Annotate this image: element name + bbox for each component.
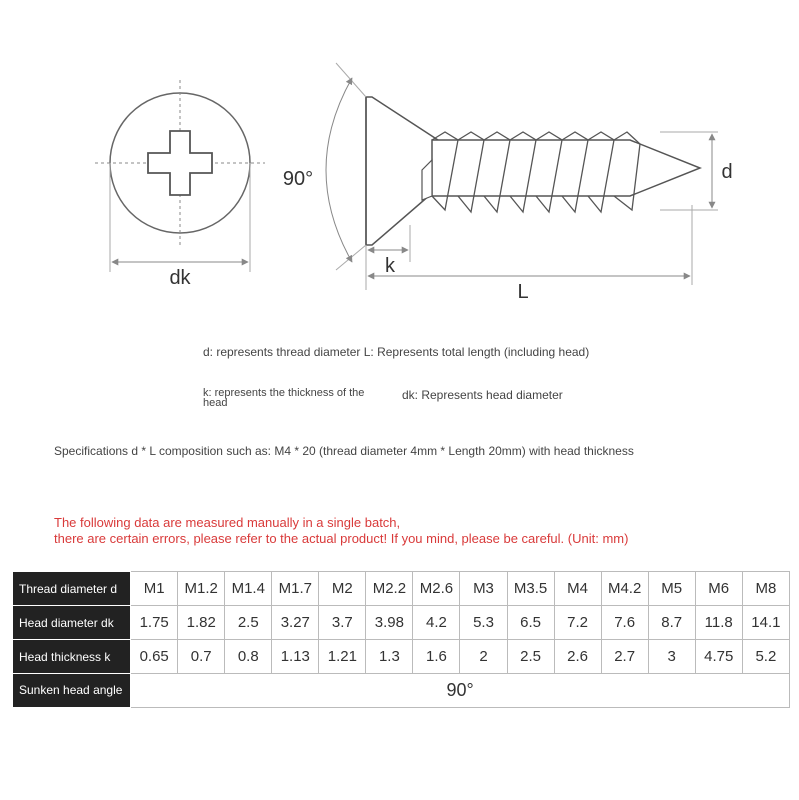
- table-cell: M2.6: [413, 572, 460, 606]
- table-cell: M8: [742, 572, 789, 606]
- row-header: Sunken head angle: [13, 674, 131, 708]
- table-cell: M1.2: [178, 572, 225, 606]
- table-cell: M6: [695, 572, 742, 606]
- table-cell: 2: [460, 640, 507, 674]
- table-cell: 1.21: [319, 640, 366, 674]
- l-label: L: [517, 281, 529, 303]
- table-cell: 4.2: [413, 606, 460, 640]
- note-k: k: represents the thickness of the head: [203, 387, 365, 409]
- table-cell: 5.2: [742, 640, 789, 674]
- angle-label: 90°: [282, 168, 314, 190]
- table-cell: 3.98: [366, 606, 413, 640]
- table-cell: M2: [319, 572, 366, 606]
- table-cell: M2.2: [366, 572, 413, 606]
- table-cell: M3.5: [507, 572, 554, 606]
- countersunk-screw-icon: [366, 97, 700, 245]
- table-cell: M1.4: [225, 572, 272, 606]
- table-cell: 14.1: [742, 606, 789, 640]
- table-cell: M1: [131, 572, 178, 606]
- note-spec: Specifications d * L composition such as: M4 * 20 (thread diameter 4mm * Length 20mm) with head thickness: [54, 444, 634, 458]
- table-cell: 2.7: [601, 640, 648, 674]
- table-row: [13, 572, 790, 606]
- note-d-l: d: represents thread diameter L: Represents total length (including head): [203, 345, 590, 359]
- warning-line-2: there are certain errors, please refer to the actual product! If you mind, please be careful. (Unit: mm): [54, 531, 629, 546]
- table-cell: 1.3: [366, 640, 413, 674]
- table-cell: M5: [648, 572, 695, 606]
- table-cell: 2.6: [554, 640, 601, 674]
- table-cell: 0.65: [131, 640, 178, 674]
- table-cell: 6.5: [507, 606, 554, 640]
- note-dk: dk: Represents head diameter: [402, 388, 563, 402]
- spec-table: [12, 571, 790, 708]
- table-cell: 1.82: [178, 606, 225, 640]
- table-row: [13, 640, 790, 674]
- row-header: Thread diameter d: [13, 572, 131, 606]
- table-cell: 1.75: [131, 606, 178, 640]
- table-cell: 7.6: [601, 606, 648, 640]
- spec-table-body: [13, 572, 790, 708]
- table-cell: M3: [460, 572, 507, 606]
- table-cell: 3: [648, 640, 695, 674]
- l-dimension: [368, 205, 692, 303]
- warning-text: [54, 515, 628, 547]
- table-cell: M4.2: [601, 572, 648, 606]
- table-cell: 2.5: [507, 640, 554, 674]
- table-cell: 11.8: [695, 606, 742, 640]
- screw-diagram: [0, 0, 799, 330]
- table-cell: 1.13: [272, 640, 319, 674]
- table-cell: 2.5: [225, 606, 272, 640]
- table-cell: M1.7: [272, 572, 319, 606]
- table-cell: M4: [554, 572, 601, 606]
- table-cell: 0.8: [225, 640, 272, 674]
- table-cell: 8.7: [648, 606, 695, 640]
- k-label: k: [385, 255, 395, 277]
- table-row: [13, 606, 790, 640]
- d-label: d: [721, 161, 733, 183]
- table-cell: 4.75: [695, 640, 742, 674]
- table-cell: 1.6: [413, 640, 460, 674]
- dk-label: dk: [169, 267, 191, 289]
- table-cell: 5.3: [460, 606, 507, 640]
- row-header: Head thickness k: [13, 640, 131, 674]
- angle-dimension: [283, 63, 366, 270]
- table-cell: 7.2: [554, 606, 601, 640]
- table-cell: 3.27: [272, 606, 319, 640]
- head-top-view: [95, 80, 265, 289]
- table-row: [13, 674, 790, 708]
- table-cell: 0.7: [178, 640, 225, 674]
- row-header: Head diameter dk: [13, 606, 131, 640]
- warning-line-1: The following data are measured manually in a single batch,: [54, 515, 401, 530]
- angle-value-cell: 90°: [131, 674, 790, 708]
- table-cell: 3.7: [319, 606, 366, 640]
